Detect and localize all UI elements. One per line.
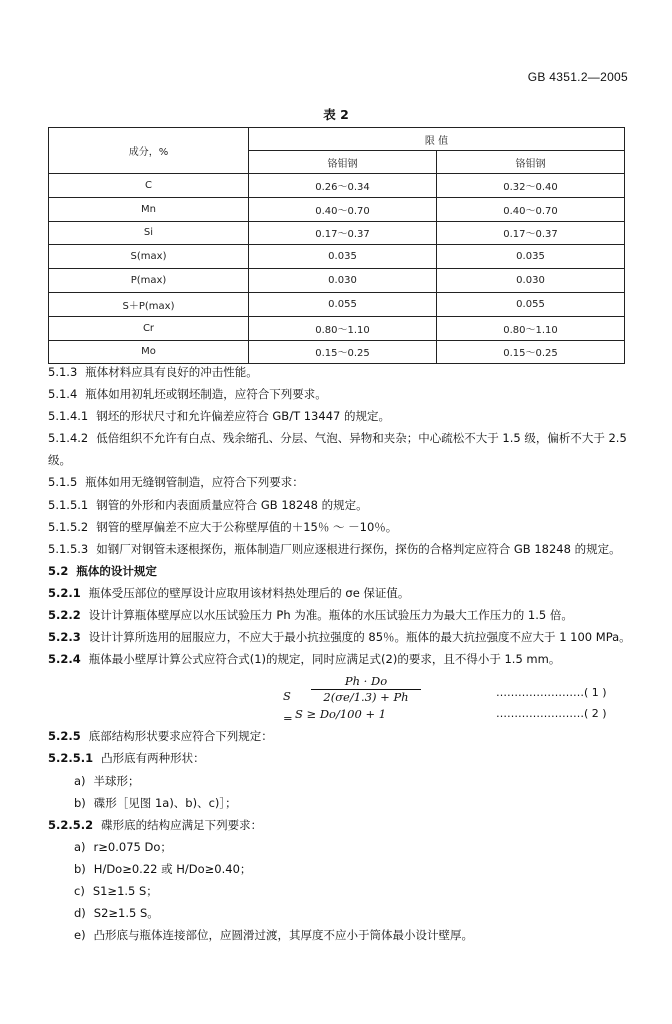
list-item <box>48 770 633 792</box>
clause-5-1-4-2 <box>48 427 633 471</box>
row-value-1: 0.26～0.34 <box>249 174 437 198</box>
clause-text: 低倍组织不允许有白点、残余缩孔、分层、气泡、异物和夹杂；中心疏松不大于 1.5 级，偏析不大于 2.5 级。 <box>48 431 627 468</box>
clause-text: 瓶体受压部位的壁厚设计应取用该材料热处理后的 σe 保证值。 <box>88 585 410 600</box>
row-value-2: 0.030 <box>437 269 625 293</box>
clause-text: 瓶体如用初轧坯或钢坯制造，应符合下列要求。 <box>85 387 327 402</box>
row-value-1: 0.030 <box>249 269 437 293</box>
clause-number: 5.1.4.2 <box>48 431 89 446</box>
standard-number: GB 4351.2—2005 <box>527 70 628 84</box>
clause-5-1-4-1 <box>48 405 633 427</box>
table-row <box>49 174 625 198</box>
clause-text: 凸形底有两种形状： <box>101 751 205 766</box>
formula-1-fraction <box>311 674 421 705</box>
clause-5-2-5 <box>48 725 633 747</box>
list-item <box>48 880 633 902</box>
list-text: 凸形底与瓶体连接部位，应圆滑过渡，其厚度不应小于筒体最小设计壁厚。 <box>93 928 474 943</box>
clause-number: 5.1.5.2 <box>48 519 89 534</box>
clause-text: 设计计算瓶体壁厚应以水压试验压力 Ph 为准。瓶体的水压试验压力为最大工作压力的 1.5 倍。 <box>88 608 573 623</box>
row-element: C <box>49 174 249 198</box>
formula-2-number: ……………………( 2 ) <box>496 707 607 721</box>
clause-text: 设计计算所选用的屈服应力，不应大于最小抗拉强度的 85％。瓶体的最大抗拉强度不应大于 1 100 MPa。 <box>88 630 631 645</box>
row-value-1: 0.055 <box>249 292 437 316</box>
clause-text: 如钢厂对钢管未逐根探伤，瓶体制造厂则应逐根进行探伤，探伤的合格判定应符合 GB 18248 的规定。 <box>96 541 621 556</box>
clause-text: 碟形底的结构应满足下列要求： <box>101 817 263 832</box>
row-value-1: 0.80～1.10 <box>249 316 437 340</box>
table-header-col-1: 铬钼钢 <box>249 151 437 174</box>
row-element: S(max) <box>49 245 249 269</box>
table-title: 表 2 <box>323 107 349 122</box>
row-value-1: 0.035 <box>249 245 437 269</box>
clause-number: 5.2.5.2 <box>48 817 94 832</box>
formula-1-number: ……………………( 1 ) <box>496 686 607 700</box>
list-item <box>48 792 633 814</box>
clause-number: 5.2.1 <box>48 585 81 600</box>
section-title: 瓶体的设计规定 <box>76 563 157 578</box>
row-value-2: 0.17～0.37 <box>437 221 625 245</box>
clause-5-2-3 <box>48 626 633 648</box>
clause-5-1-5-2 <box>48 516 633 538</box>
row-value-1: 0.15～0.25 <box>249 340 437 364</box>
row-value-2: 0.80～1.10 <box>437 316 625 340</box>
row-element: Mo <box>49 340 249 364</box>
row-value-1: 0.17～0.37 <box>249 221 437 245</box>
formula-1-denominator: 2(σe/1.3) + Ph <box>323 690 409 705</box>
clause-number: 5.2.5.1 <box>48 751 94 766</box>
clause-5-2-5-2 <box>48 814 633 836</box>
list-mark: a) <box>74 839 86 854</box>
clause-number: 5.2.5 <box>48 729 81 744</box>
clause-5-1-5-1 <box>48 494 633 516</box>
clause-number: 5.1.3 <box>48 365 78 379</box>
table-header-component: 成分，% <box>49 128 249 174</box>
list-mark: c) <box>74 883 85 898</box>
document-body <box>48 361 633 946</box>
row-value-2: 0.32～0.40 <box>437 174 625 198</box>
clause-number: 5.1.5.1 <box>48 497 89 512</box>
list-item <box>48 902 633 924</box>
clause-number: 5.2.3 <box>48 630 81 645</box>
row-value-2: 0.40～0.70 <box>437 197 625 221</box>
table-row <box>49 269 625 293</box>
list-text: r≥0.075 Do； <box>93 839 172 854</box>
clause-text: 瓶体最小壁厚计算公式应符合式(1)的规定，同时应满足式(2)的要求，且不得小于 1.5 mm。 <box>88 652 561 667</box>
row-value-1: 0.40～0.70 <box>249 197 437 221</box>
table-row <box>49 221 625 245</box>
clause-5-2-4 <box>48 648 633 670</box>
list-item <box>48 858 633 880</box>
clause-number: 5.2 <box>48 563 69 578</box>
table-row <box>49 245 625 269</box>
list-item <box>48 836 633 858</box>
clause-5-2-2 <box>48 604 633 626</box>
clause-number: 5.1.4.1 <box>48 409 89 424</box>
composition-table <box>48 127 625 364</box>
clause-text: 钢坯的形状尺寸和允许偏差应符合 GB/T 13447 的规定。 <box>96 409 390 424</box>
clause-5-1-4 <box>48 383 633 405</box>
table-header-limits: 限 值 <box>249 128 625 151</box>
clause-number: 5.1.5.3 <box>48 541 89 556</box>
row-element: S＋P(max) <box>49 292 249 316</box>
clause-number: 5.2.4 <box>48 652 81 667</box>
row-element: Cr <box>49 316 249 340</box>
list-mark: b) <box>74 861 86 876</box>
row-element: Mn <box>49 197 249 221</box>
table-header-col-2: 铬钼钢 <box>437 151 625 174</box>
list-mark: a) <box>74 773 86 788</box>
row-element: Si <box>49 221 249 245</box>
formula-1-lhs: S = <box>283 689 293 726</box>
table-row <box>49 197 625 221</box>
clause-5-1-3 <box>48 361 633 383</box>
clause-5-1-5 <box>48 471 633 493</box>
row-value-2: 0.15～0.25 <box>437 340 625 364</box>
list-mark: d) <box>74 906 86 921</box>
list-mark: b) <box>74 795 86 810</box>
clause-number: 5.1.5 <box>48 475 78 490</box>
clause-text: 钢管的壁厚偏差不应大于公称壁厚值的＋15％ ～ －10％。 <box>96 519 398 534</box>
clause-text: 瓶体材料应具有良好的冲击性能。 <box>85 365 258 379</box>
list-text: S2≥1.5 S。 <box>93 906 159 921</box>
clause-text: 底部结构形状要求应符合下列规定： <box>88 729 273 744</box>
formula-1-numerator: Ph · Do <box>311 674 421 690</box>
list-text: 半球形； <box>93 773 140 788</box>
formula-block <box>48 670 633 725</box>
row-element: P(max) <box>49 269 249 293</box>
clause-5-2-1 <box>48 582 633 604</box>
section-5-2-heading <box>48 560 633 582</box>
list-text: 碟形［见图 1a)、b)、c)］； <box>93 795 237 810</box>
list-text: S1≥1.5 S； <box>92 883 158 898</box>
list-mark: e) <box>74 928 86 943</box>
clause-5-2-5-1 <box>48 747 633 769</box>
row-value-2: 0.035 <box>437 245 625 269</box>
clause-number: 5.1.4 <box>48 387 78 402</box>
clause-text: 钢管的外形和内表面质量应符合 GB 18248 的规定。 <box>96 497 368 512</box>
row-value-2: 0.055 <box>437 292 625 316</box>
clause-5-1-5-3 <box>48 538 633 560</box>
table-row <box>49 292 625 316</box>
list-item <box>48 924 633 946</box>
table-row <box>49 316 625 340</box>
clause-text: 瓶体如用无缝钢管制造，应符合下列要求： <box>85 475 304 490</box>
clause-number: 5.2.2 <box>48 608 81 623</box>
list-text: H/Do≥0.22 或 H/Do≥0.40； <box>93 861 252 876</box>
formula-2: S ≥ Do/100 + 1 <box>295 707 387 722</box>
